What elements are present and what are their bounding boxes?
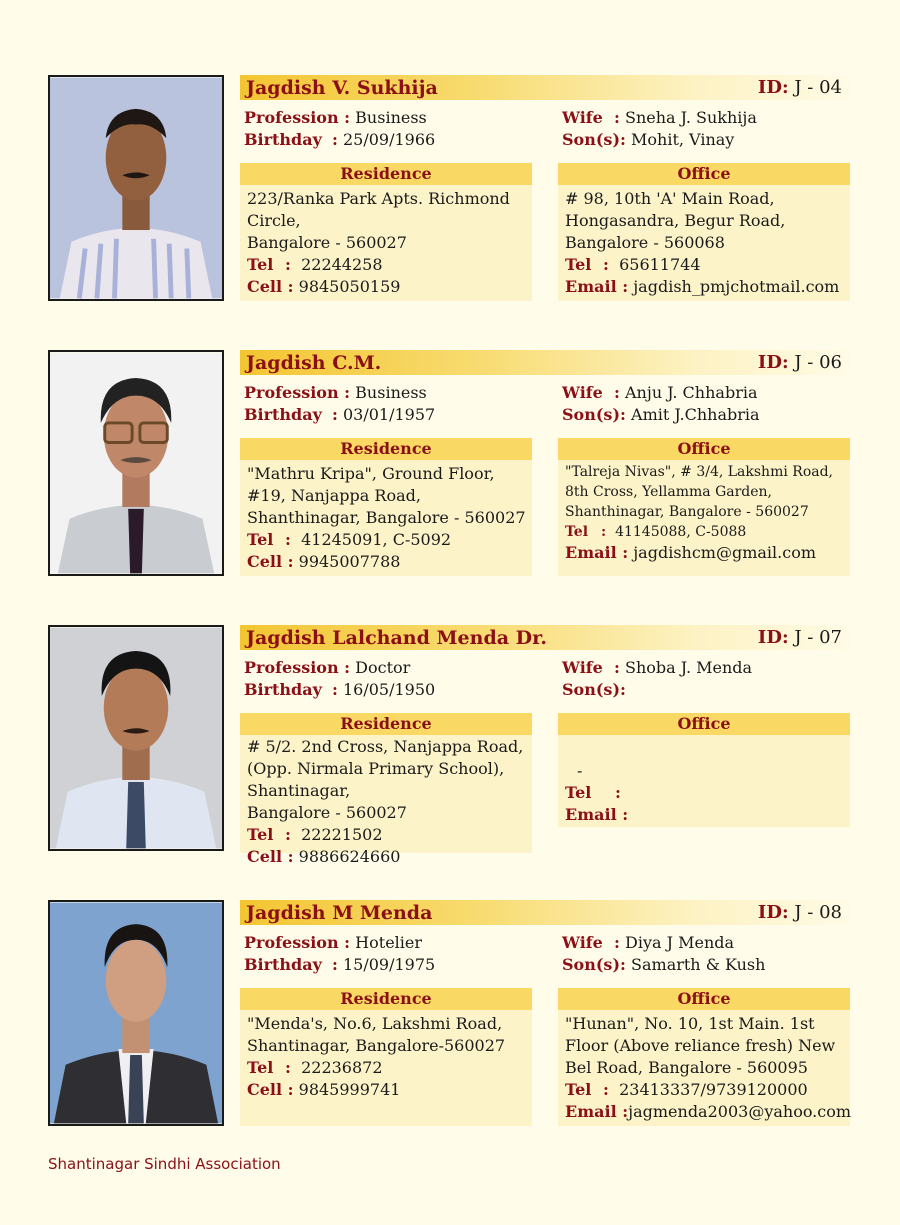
tel-value: 22221502 xyxy=(301,825,383,844)
address-line: Floor (Above reliance fresh) New xyxy=(565,1036,836,1055)
address-line: Circle, xyxy=(247,211,301,230)
member-id xyxy=(758,352,842,373)
wife-value: Anju J. Chhabria xyxy=(625,383,758,402)
sons-label: Son(s): xyxy=(562,130,626,149)
birthday-colon: : xyxy=(332,680,338,699)
profession-value: Hotelier xyxy=(355,933,423,952)
tel-colon: : xyxy=(285,530,291,549)
sons-value: Samarth & Kush xyxy=(631,955,766,974)
birthday-value: 16/05/1950 xyxy=(343,680,436,699)
office-tel xyxy=(565,254,843,276)
sons-field xyxy=(562,404,760,426)
residence-cell xyxy=(247,276,525,298)
residence-header: Residence xyxy=(240,163,532,185)
tel-label: Tel xyxy=(565,783,592,802)
profession-label: Profession : xyxy=(244,658,351,677)
office-email xyxy=(565,804,843,826)
address-line: Bangalore - 560027 xyxy=(247,233,407,252)
sons-label: Son(s): xyxy=(562,680,626,699)
cell-value: 9845999741 xyxy=(298,1080,401,1099)
tel-label: Tel xyxy=(247,825,274,844)
email-value: jagdishcm@gmail.com xyxy=(633,543,817,562)
tel-colon: : xyxy=(603,255,609,274)
birthday-value: 15/09/1975 xyxy=(343,955,436,974)
member-card-j08 xyxy=(48,900,852,1130)
tel-label: Tel xyxy=(247,1058,274,1077)
member-photo xyxy=(48,75,224,301)
cell-label: Cell : xyxy=(247,847,294,866)
office-block xyxy=(558,163,850,301)
name-bar xyxy=(240,75,850,100)
cell-value: 9886624660 xyxy=(298,847,401,866)
address-line: Shanthinagar, Bangalore - 560027 xyxy=(247,508,526,527)
sons-label: Son(s): xyxy=(562,405,626,424)
tel-colon: : xyxy=(285,255,291,274)
tel-label: Tel xyxy=(565,255,592,274)
residence-tel xyxy=(247,529,525,551)
wife-value: Diya J Menda xyxy=(625,933,735,952)
address-line: Bangalore - 560027 xyxy=(247,803,407,822)
profession-label: Profession : xyxy=(244,108,351,127)
tel-label: Tel xyxy=(247,255,274,274)
sons-value: Amit J.Chhabria xyxy=(631,405,760,424)
birthday-field xyxy=(244,954,435,976)
office-block xyxy=(558,988,850,1126)
email-label: Email : xyxy=(565,1102,629,1121)
office-header: Office xyxy=(558,438,850,460)
office-tel xyxy=(565,1079,843,1101)
tel-value: 65611744 xyxy=(619,255,701,274)
office-email xyxy=(565,1101,852,1123)
cell-label: Cell : xyxy=(247,1080,294,1099)
email-label: Email : xyxy=(565,277,629,296)
address-line: Hongasandra, Begur Road, xyxy=(565,211,786,230)
id-label: ID: xyxy=(757,352,789,373)
wife-field xyxy=(562,107,757,129)
office-tel xyxy=(565,782,843,804)
wife-label: Wife xyxy=(562,658,603,677)
wife-label: Wife xyxy=(562,383,603,402)
tel-value: 22244258 xyxy=(301,255,383,274)
residence-block xyxy=(240,713,532,866)
office-email xyxy=(565,542,843,564)
office-body xyxy=(558,735,850,829)
id-value: J - 04 xyxy=(794,77,842,98)
office-header: Office xyxy=(558,713,850,735)
id-label: ID: xyxy=(757,627,789,648)
id-label: ID: xyxy=(757,902,789,923)
member-name: Jagdish V. Sukhija xyxy=(246,77,438,99)
address-line: Bel Road, Bangalore - 560095 xyxy=(565,1058,808,1077)
residence-body xyxy=(240,185,532,301)
residence-body xyxy=(240,735,532,871)
residence-header: Residence xyxy=(240,988,532,1010)
sons-label: Son(s): xyxy=(562,955,626,974)
tel-label: Tel xyxy=(565,524,589,540)
profession-field xyxy=(244,382,427,404)
birthday-label: Birthday xyxy=(244,955,322,974)
tel-colon: : xyxy=(285,825,291,844)
residence-body xyxy=(240,1010,532,1104)
office-header: Office xyxy=(558,988,850,1010)
sons-value: Mohit, Vinay xyxy=(631,130,735,149)
wife-label: Wife xyxy=(562,108,603,127)
member-id xyxy=(758,627,842,648)
member-photo xyxy=(48,900,224,1126)
address-line: Shantinagar, Bangalore-560027 xyxy=(247,1036,506,1055)
cell-value: 9845050159 xyxy=(298,277,401,296)
birthday-colon: : xyxy=(332,130,338,149)
residence-block xyxy=(240,438,532,576)
id-label: ID: xyxy=(757,77,789,98)
sons-field xyxy=(562,129,734,151)
email-value: jagdish_pmjchotmail.com xyxy=(633,277,840,296)
member-id xyxy=(758,902,842,923)
address-line: # 98, 10th 'A' Main Road, xyxy=(565,189,775,208)
office-block xyxy=(558,713,850,827)
profession-label: Profession : xyxy=(244,383,351,402)
member-photo xyxy=(48,350,224,576)
sons-field xyxy=(562,954,765,976)
birthday-value: 03/01/1957 xyxy=(343,405,436,424)
residence-cell xyxy=(247,846,525,868)
birthday-field xyxy=(244,679,435,701)
member-name: Jagdish Lalchand Menda Dr. xyxy=(246,627,548,649)
address-line: "Hunan", No. 10, 1st Main. 1st xyxy=(565,1014,815,1033)
wife-value: Sneha J. Sukhija xyxy=(625,108,757,127)
residence-tel xyxy=(247,824,525,846)
member-id xyxy=(758,77,842,98)
member-name: Jagdish M Menda xyxy=(246,902,433,924)
name-bar xyxy=(240,900,850,925)
profession-value: Business xyxy=(355,108,427,127)
birthday-label: Birthday xyxy=(244,130,322,149)
cell-value: 9945007788 xyxy=(298,552,401,571)
tel-value: 23413337/9739120000 xyxy=(619,1080,808,1099)
profession-value: Business xyxy=(355,383,427,402)
email-value: jagmenda2003@yahoo.com xyxy=(628,1102,852,1121)
address-line: 8th Cross, Yellamma Garden, xyxy=(565,484,772,500)
wife-label: Wife xyxy=(562,933,603,952)
tel-colon: : xyxy=(603,1080,609,1099)
birthday-field xyxy=(244,404,435,426)
office-body xyxy=(558,185,850,301)
residence-block xyxy=(240,988,532,1126)
birthday-colon: : xyxy=(332,955,338,974)
office-body xyxy=(558,1010,850,1126)
member-card-j06 xyxy=(48,350,852,580)
birthday-colon: : xyxy=(332,405,338,424)
residence-cell xyxy=(247,1079,525,1101)
birthday-field xyxy=(244,129,435,151)
email-label: Email : xyxy=(565,543,629,562)
office-header: Office xyxy=(558,163,850,185)
profession-field xyxy=(244,657,410,679)
tel-value: 22236872 xyxy=(301,1058,383,1077)
profession-field xyxy=(244,932,422,954)
address-line: # 5/2. 2nd Cross, Nanjappa Road, xyxy=(247,737,524,756)
id-value: J - 06 xyxy=(794,352,842,373)
id-value: J - 07 xyxy=(794,627,842,648)
address-line: "Menda's, No.6, Lakshmi Road, xyxy=(247,1014,503,1033)
office-block xyxy=(558,438,850,576)
cell-label: Cell : xyxy=(247,277,294,296)
tel-value: 41245091, C-5092 xyxy=(301,530,452,549)
name-bar xyxy=(240,625,850,650)
address-line: #19, Nanjappa Road, xyxy=(247,486,421,505)
id-value: J - 08 xyxy=(794,902,842,923)
office-email xyxy=(565,276,843,298)
birthday-value: 25/09/1966 xyxy=(343,130,436,149)
tel-label: Tel xyxy=(565,1080,592,1099)
member-card-j04 xyxy=(48,75,852,305)
residence-header: Residence xyxy=(240,438,532,460)
office-body xyxy=(558,460,850,567)
office-tel xyxy=(565,522,843,542)
residence-cell xyxy=(247,551,525,573)
tel-colon: : xyxy=(601,524,607,540)
residence-tel xyxy=(247,254,525,276)
member-card-j07 xyxy=(48,625,852,866)
profession-label: Profession : xyxy=(244,933,351,952)
wife-colon: : xyxy=(614,658,620,677)
wife-field xyxy=(562,932,734,954)
name-bar xyxy=(240,350,850,375)
profession-value: Doctor xyxy=(355,658,411,677)
cell-label: Cell : xyxy=(247,552,294,571)
tel-colon: : xyxy=(615,783,621,802)
tel-label: Tel xyxy=(247,530,274,549)
address-line: - xyxy=(577,761,583,780)
wife-colon: : xyxy=(614,933,620,952)
address-line: Shanthinagar, Bangalore - 560027 xyxy=(565,504,809,520)
address-line: Shantinagar, xyxy=(247,781,351,800)
address-line: (Opp. Nirmala Primary School), xyxy=(247,759,505,778)
member-photo xyxy=(48,625,224,851)
address-line: Bangalore - 560068 xyxy=(565,233,725,252)
residence-tel xyxy=(247,1057,525,1079)
tel-colon: : xyxy=(285,1058,291,1077)
residence-block xyxy=(240,163,532,301)
sons-field xyxy=(562,679,626,701)
residence-body xyxy=(240,460,532,576)
wife-colon: : xyxy=(614,108,620,127)
profession-field xyxy=(244,107,427,129)
member-name: Jagdish C.M. xyxy=(246,352,382,374)
residence-header: Residence xyxy=(240,713,532,735)
tel-value: 41145088, C-5088 xyxy=(615,524,747,540)
footer-association-name: Shantinagar Sindhi Association xyxy=(48,1155,281,1173)
wife-field xyxy=(562,657,752,679)
address-line: 223/Ranka Park Apts. Richmond xyxy=(247,189,510,208)
wife-value: Shoba J. Menda xyxy=(625,658,753,677)
wife-colon: : xyxy=(614,383,620,402)
birthday-label: Birthday xyxy=(244,680,322,699)
wife-field xyxy=(562,382,758,404)
address-line: "Mathru Kripa", Ground Floor, xyxy=(247,464,495,483)
address-line: "Talreja Nivas", # 3/4, Lakshmi Road, xyxy=(565,464,834,480)
birthday-label: Birthday xyxy=(244,405,322,424)
email-label: Email : xyxy=(565,805,629,824)
